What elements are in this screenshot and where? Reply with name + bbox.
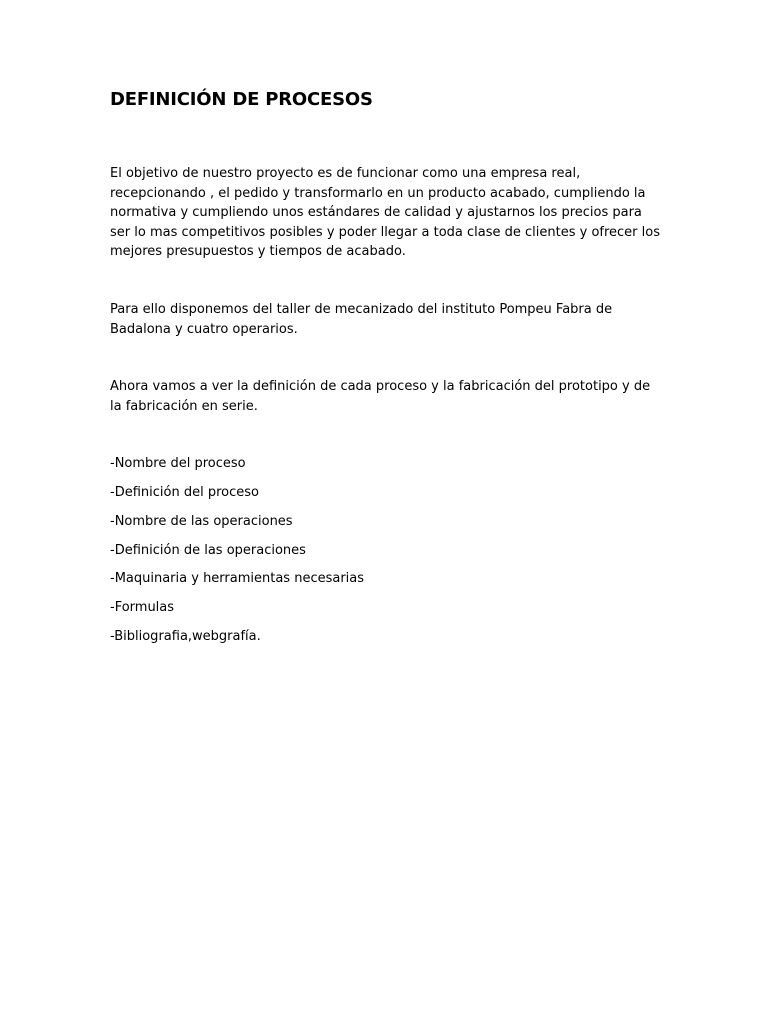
- list-item: -Bibliografia,webgrafía.: [110, 629, 261, 645]
- paragraph-objective: El objetivo de nuestro proyecto es de funcionar como una empresa real, recepcionando , el pedido y transformarlo en un producto acabado, cumpliendo la normativa y cumpliendo unos estándares de calidad y ajustarnos los precios para ser lo mas competitivos posibles y poder llegar a toda clase de clientes y ofrecer los mejores presupuestos y tiempos de acabado.: [110, 166, 660, 260]
- list-item: -Definición de las operaciones: [110, 542, 306, 558]
- process-sections-list: [110, 454, 662, 646]
- document-content: [110, 88, 662, 656]
- paragraph-resources: Para ello disponemos del taller de mecanizado del instituto Pompeu Fabra de Badalona y cuatro operarios.: [110, 301, 613, 337]
- list-item: -Nombre del proceso: [110, 456, 246, 472]
- list-item: -Maquinaria y herramientas necesarias: [110, 571, 365, 587]
- list-item: -Formulas: [110, 600, 175, 616]
- list-item: -Nombre de las operaciones: [110, 513, 293, 529]
- document-title: DEFINICIÓN DE PROCESOS: [110, 89, 373, 110]
- list-item: -Definición del proceso: [110, 485, 259, 501]
- paragraph-overview: Ahora vamos a ver la definición de cada proceso y la fabricación del prototipo y de la fabricación en serie.: [110, 379, 651, 414]
